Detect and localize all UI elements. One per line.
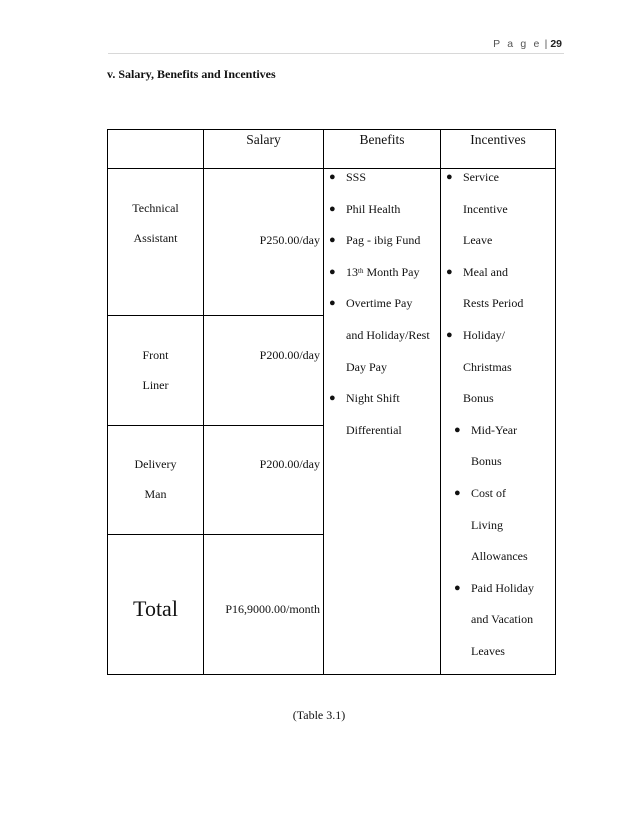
- bullet-icon: ●: [446, 328, 453, 341]
- page-number: 29: [550, 38, 562, 50]
- bullet-icon: ●: [329, 265, 336, 278]
- bullet-icon: ●: [454, 423, 461, 436]
- role-line: Liner: [142, 378, 169, 392]
- bullet-icon: ●: [329, 297, 336, 310]
- role-line: Front: [142, 348, 169, 362]
- benefit-item: ● Overtime Pay and Holiday/Rest Day Pay: [324, 288, 440, 383]
- role-front-liner: [108, 340, 203, 400]
- benefit-item: ● SSS: [324, 162, 440, 194]
- bullet-icon: ●: [329, 202, 336, 215]
- page-label: P a g e: [493, 38, 542, 50]
- bullet-icon: ●: [329, 392, 336, 405]
- bullet-icon: ●: [454, 581, 461, 594]
- incentives-list: [441, 162, 555, 668]
- header-salary: Salary: [246, 132, 281, 147]
- benefit-item: ● Night Shift Differential: [324, 383, 440, 446]
- bullet-icon: ●: [329, 234, 336, 247]
- role-line: Man: [144, 487, 167, 501]
- salary-benefits-table: [107, 129, 556, 675]
- role-delivery-man: [108, 449, 203, 509]
- benefit-item: ● 13th Month Pay: [324, 257, 440, 289]
- total-salary: P16,9000.00/month: [225, 602, 320, 616]
- table-caption: (Table 3.1): [292, 708, 346, 722]
- total-label: Total: [133, 596, 178, 621]
- page-separator: |: [544, 38, 548, 50]
- incentive-item: ● Holiday/ Christmas Bonus: [441, 320, 555, 415]
- incentive-item: ● Meal and Rests Period: [441, 257, 555, 320]
- incentive-item: ● Mid-Year Bonus: [441, 415, 555, 478]
- incentive-item: ● Cost of Living Allowances: [441, 478, 555, 573]
- benefit-item: ● Phil Health: [324, 194, 440, 226]
- salary-delivery-man: P200.00/day: [259, 457, 320, 471]
- bullet-icon: ●: [446, 265, 453, 278]
- incentive-item: ● Service Incentive Leave: [441, 162, 555, 257]
- header-rule: [108, 53, 564, 54]
- salary-front-liner: P200.00/day: [259, 348, 320, 362]
- row-divider-2: [108, 425, 323, 426]
- incentive-item: ● Paid Holiday and Vacation Leaves: [441, 573, 555, 668]
- header-benefits: Benefits: [359, 132, 405, 147]
- role-line: Assistant: [133, 231, 178, 245]
- role-line: Delivery: [134, 457, 177, 471]
- bullet-icon: ●: [329, 171, 336, 183]
- benefits-list: [324, 162, 440, 446]
- bullet-icon: ●: [446, 171, 453, 183]
- role-technical-assistant: [108, 193, 203, 253]
- role-line: Technical: [132, 201, 179, 215]
- row-divider-3: [108, 534, 323, 535]
- section-heading: v. Salary, Benefits and Incentives: [107, 67, 276, 81]
- salary-technical-assistant: P250.00/day: [259, 233, 320, 247]
- benefit-item: ● Pag - ibig Fund: [324, 225, 440, 257]
- bullet-icon: ●: [454, 486, 461, 499]
- col-divider-1: [203, 130, 204, 674]
- page-header: [493, 38, 562, 50]
- row-divider-1: [108, 315, 323, 316]
- header-incentives: Incentives: [470, 132, 526, 147]
